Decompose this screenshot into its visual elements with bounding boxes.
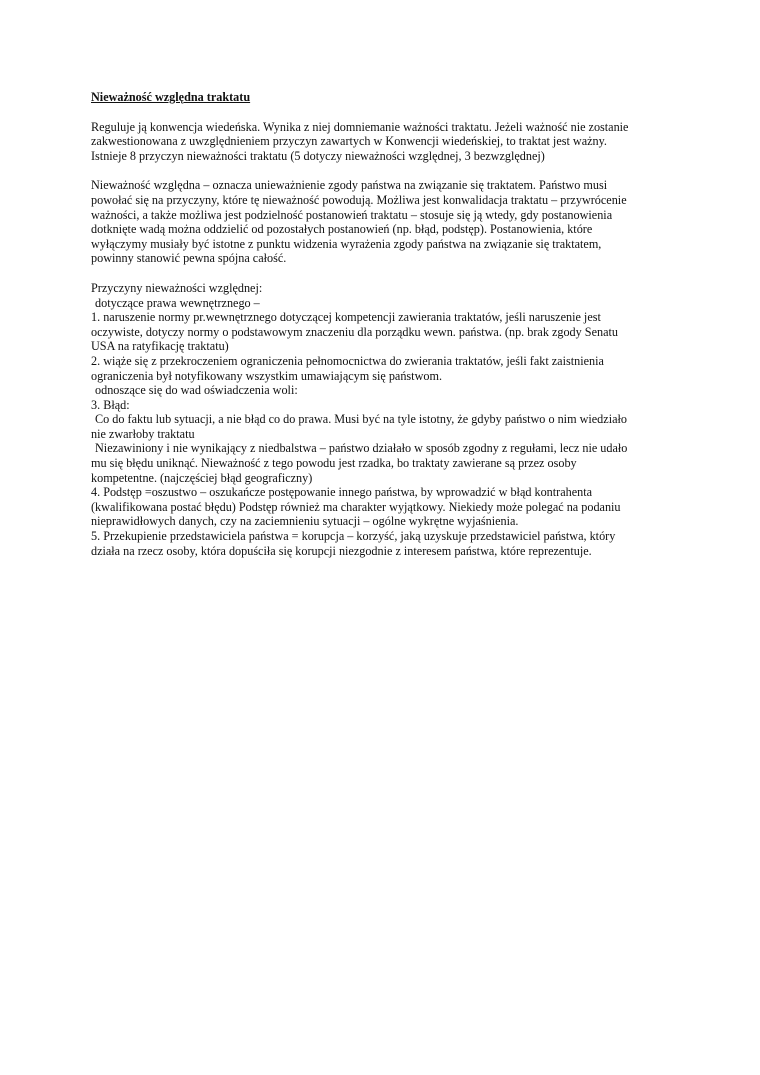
text-line: nie zwarłoby traktatu	[91, 426, 195, 441]
text-line: Reguluje ją konwencja wiedeńska. Wynika z niej domniemanie ważności traktatu. Jeżeli ważność nie zostanie	[91, 119, 629, 134]
list-item-2: 2. wiąże się z przekroczeniem ograniczenia pełnomocnictwa do zwierania traktatów, jeśli fakt zaistnienia	[91, 353, 604, 368]
text-line: mu się błędu uniknąć. Nieważność z tego powodu jest rzadka, bo traktaty zawierane są przez osoby	[91, 456, 577, 471]
text-line: Co do faktu lub sytuacji, a nie błąd co do prawa. Musi być na tyle istotny, że gdyby państwo o nim wiedziało	[95, 412, 627, 427]
list-item-4: 4. Podstęp =oszustwo – oszukańcze postępowanie innego państwa, by wprowadzić w błąd kontrahenta	[91, 485, 593, 500]
document-body	[91, 90, 671, 573]
text-line: powołać się na przyczyny, które tę nieważność powodują. Możliwa jest konwalidacja traktatu – przywrócenie	[91, 192, 627, 207]
list-item-3: 3. Błąd:	[91, 397, 130, 412]
text-line: zakwestionowana z uwzględnieniem przyczyn zawartych w Konwencji wiedeńskiej, to traktat jest ważny.	[91, 134, 607, 149]
text-line: nieprawidłowych danych, czy na zaciemnieniu sytuacji – ogólne wykrętne wyjaśnienia.	[91, 514, 519, 529]
text-line: działa na rzecz osoby, która dopuściła się korupcji niezgodnie z interesem państwa, które reprezentuje.	[91, 543, 592, 558]
text-line: Nieważność względna – oznacza unieważnienie zgody państwa na związanie się traktatem. Państwo musi	[91, 178, 608, 193]
text-line: Istnieje 8 przyczyn nieważności traktatu (5 dotyczy nieważności względnej, 3 bezwzględnej)	[91, 148, 545, 163]
list-item-5: 5. Przekupienie przedstawiciela państwa = korupcja – korzyść, jaką uzyskuje przedstawiciel państwa, który	[91, 529, 616, 544]
text-line: dotknięte wadą można oddzielić od pozostałych postanowień (np. błąd, podstęp). Postanowienia, które	[91, 222, 593, 237]
paragraph-causes	[91, 281, 671, 558]
text-line: oczywiste, dotyczy normy o podstawowym znaczeniu dla porządku wewn. państwa. (np. brak zgody Senatu	[91, 324, 618, 339]
text-line: Niezawiniony i nie wynikający z niedbalstwa – państwo działało w sposób zgodny z regułami, lecz nie udało	[95, 441, 628, 456]
paragraph-intro	[91, 120, 671, 164]
text-line: wyłączymy musiały być istotne z punktu widzenia wyrażenia zgody państwa na związanie się traktatem,	[91, 236, 602, 251]
text-line: USA na ratyfikację traktatu)	[91, 339, 229, 354]
document-title: Nieważność względna traktatu	[91, 90, 251, 104]
text-line: kompetentne. (najczęściej błąd geograficzny)	[91, 470, 313, 485]
text-line: ważności, a także możliwa jest podzielność postanowień traktatu – stosuje się ją wtedy, gdy postanowienia	[91, 207, 613, 222]
list-item-1: 1. naruszenie normy pr.wewnętrznego dotyczącej kompetencji zawierania traktatów, jeśli naruszenie jest	[91, 310, 601, 325]
text-line: ograniczenia był notyfikowany wszystkim umawiającym się państwom.	[91, 368, 442, 383]
subheading-internal-law: dotyczące prawa wewnętrznego –	[95, 295, 260, 310]
paragraph-definition	[91, 178, 671, 266]
text-line: powinny stanowić pewna spójna całość.	[91, 251, 287, 266]
causes-heading: Przyczyny nieważności względnej:	[91, 280, 263, 295]
subheading-will-defects: odnoszące się do wad oświadczenia woli:	[95, 383, 298, 398]
text-line: (kwalifikowana postać błędu) Podstęp również ma charakter wyjątkowy. Niekiedy może polegać na podaniu	[91, 499, 621, 514]
